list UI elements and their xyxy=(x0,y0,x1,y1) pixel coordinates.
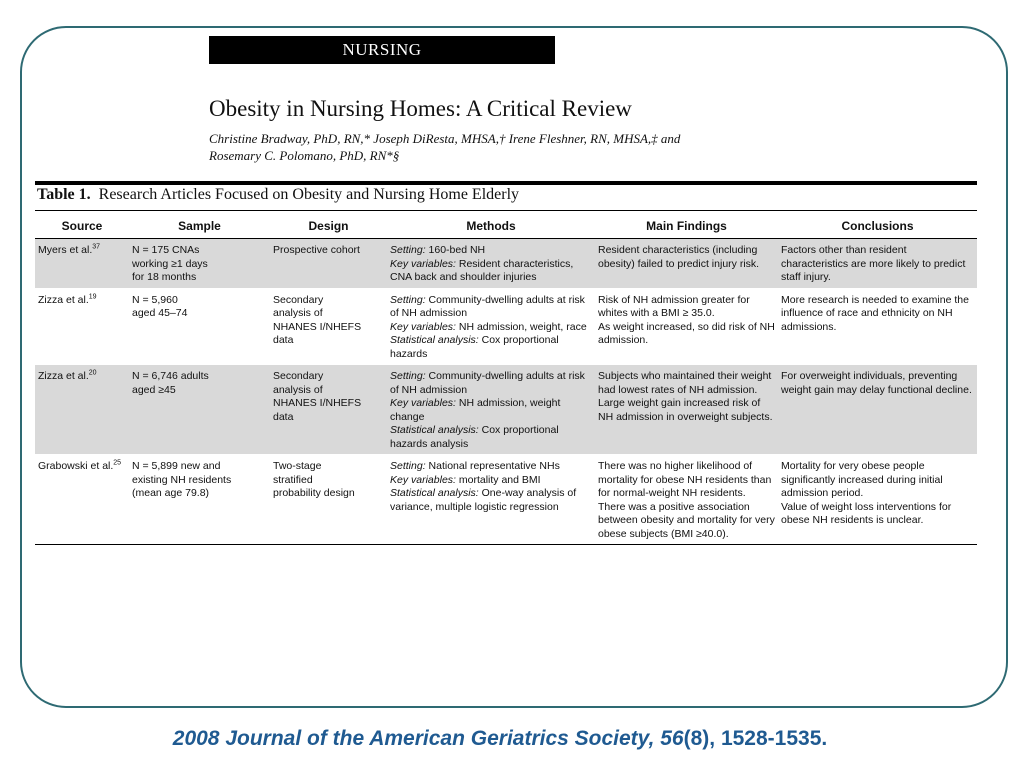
cell-methods xyxy=(387,365,595,455)
design-line: probability design xyxy=(273,487,355,499)
sample-line: aged 45–74 xyxy=(132,307,188,319)
source-name: Zizza et al. xyxy=(38,293,89,306)
conclusion-line: More research is needed to examine the influence of race and ethnicity on NH admissions. xyxy=(781,293,969,333)
method-label: Setting: xyxy=(390,293,426,306)
method-text: Cox proportional hazards analysis xyxy=(390,424,559,450)
method-text: NH admission, weight change xyxy=(390,397,561,423)
journal-citation xyxy=(0,727,1000,751)
method-label: Statistical analysis: xyxy=(390,487,479,499)
cell-source xyxy=(35,288,129,365)
header-design: Design xyxy=(270,214,387,239)
cell-main-findings xyxy=(595,455,778,545)
conclusion-line: Factors other than resident characteristics are more likely to predict staff injury. xyxy=(781,244,966,283)
method-label: Statistical analysis: xyxy=(390,334,479,346)
table-row xyxy=(35,365,977,455)
method-line xyxy=(390,294,592,321)
method-line xyxy=(390,370,592,397)
table-row xyxy=(35,288,977,365)
table-row xyxy=(35,239,977,289)
research-table xyxy=(35,214,977,545)
conclusion-line: For overweight individuals, preventing weight gain may delay functional decline. xyxy=(781,370,972,396)
method-line xyxy=(390,321,592,335)
method-label: Setting: xyxy=(390,460,426,472)
table-caption-text: Research Articles Focused on Obesity and Nursing Home Elderly xyxy=(98,186,520,203)
design-line: Two-stage xyxy=(273,460,322,472)
cell-methods xyxy=(387,288,595,365)
cell-source xyxy=(35,365,129,455)
method-line xyxy=(390,460,592,474)
cell-conclusions xyxy=(778,365,977,455)
method-text: mortality and BMI xyxy=(455,473,541,486)
sample-line: N = 175 CNAs xyxy=(132,244,200,256)
method-text: Community-dwelling adults at risk of NH admission xyxy=(390,293,585,319)
design-line: NHANES I/NHEFS xyxy=(273,397,362,409)
method-line xyxy=(390,258,592,285)
method-line xyxy=(390,244,592,258)
method-text: National representative NHs xyxy=(425,460,560,472)
cell-methods xyxy=(387,239,595,289)
table-caption xyxy=(37,186,519,204)
design-line: Secondary xyxy=(273,370,324,382)
method-line xyxy=(390,424,592,451)
source-reference: 19 xyxy=(88,293,97,300)
section-label: NURSING xyxy=(209,36,555,64)
citation-issue-pages: (8), 1528-1535. xyxy=(683,727,828,750)
method-text: 160-bed NH xyxy=(425,244,486,256)
method-label: Key variables: xyxy=(390,257,456,270)
method-line xyxy=(390,474,592,488)
cell-design xyxy=(270,365,387,455)
authors-line: Rosemary C. Polomano, PhD, RN*§ xyxy=(209,148,400,163)
design-line: stratified xyxy=(273,473,313,486)
finding-line: Risk of NH admission greater for whites with a BMI ≥ 35.0. xyxy=(598,293,750,319)
cell-sample xyxy=(129,365,270,455)
table-caption-label: Table 1. xyxy=(37,186,91,203)
table-header-row xyxy=(35,214,977,239)
finding-line: There was a positive association between obesity and mortality for very obese subjects (BMI ≥40.0). xyxy=(598,500,775,540)
method-label: Key variables: xyxy=(390,473,456,486)
design-line: Prospective cohort xyxy=(273,244,360,256)
table-header-rule xyxy=(35,210,977,211)
method-label: Setting: xyxy=(390,370,426,382)
method-text: Community-dwelling adults at risk of NH admission xyxy=(390,370,585,396)
design-line: Secondary xyxy=(273,293,324,306)
method-text: Cox proportional hazards xyxy=(390,334,559,360)
design-line: analysis of xyxy=(273,307,323,319)
header-main-findings: Main Findings xyxy=(595,214,778,239)
paper-title: Obesity in Nursing Homes: A Critical Review xyxy=(209,96,632,121)
conclusion-line: Value of weight loss interventions for obese NH residents is unclear. xyxy=(781,500,952,526)
method-label: Setting: xyxy=(390,244,426,256)
source-name: Myers et al. xyxy=(38,244,93,256)
cell-conclusions xyxy=(778,239,977,289)
method-line xyxy=(390,487,592,514)
design-line: NHANES I/NHEFS xyxy=(273,320,362,333)
cell-conclusions xyxy=(778,455,977,545)
sample-line: N = 5,960 xyxy=(132,293,178,306)
sample-line: aged ≥45 xyxy=(132,383,176,396)
source-reference: 20 xyxy=(88,369,97,377)
cell-design xyxy=(270,239,387,289)
cell-sample xyxy=(129,288,270,365)
header-methods: Methods xyxy=(387,214,595,239)
source-name: Zizza et al. xyxy=(38,370,89,382)
cell-source xyxy=(35,239,129,289)
sample-line: existing NH residents xyxy=(132,473,232,486)
sample-line: working ≥1 days xyxy=(132,257,208,270)
cell-sample xyxy=(129,239,270,289)
design-line: analysis of xyxy=(273,383,323,396)
source-reference: 37 xyxy=(92,243,101,251)
header-source: Source xyxy=(35,214,129,239)
cell-main-findings xyxy=(595,365,778,455)
paper-authors xyxy=(209,130,869,164)
cell-main-findings xyxy=(595,239,778,289)
cell-design xyxy=(270,455,387,545)
finding-line: Large weight gain increased risk of NH admission in overweight subjects. xyxy=(598,397,773,423)
finding-line: Resident characteristics (including obesity) failed to predict injury risk. xyxy=(598,244,760,270)
table-row xyxy=(35,455,977,545)
method-label: Key variables: xyxy=(390,397,456,409)
sample-line: N = 5,899 new and xyxy=(132,460,221,472)
finding-line: There was no higher likelihood of mortality for obese NH residents than for normal-weight NH residents. xyxy=(598,460,772,499)
finding-line: As weight increased, so did risk of NH admission. xyxy=(598,320,775,346)
method-text: One-way analysis of variance, multiple logistic regression xyxy=(390,487,577,513)
method-label: Statistical analysis: xyxy=(390,424,479,436)
source-reference: 25 xyxy=(113,459,122,467)
method-text: NH admission, weight, race xyxy=(455,320,587,333)
finding-line: Subjects who maintained their weight had lowest rates of NH admission. xyxy=(598,370,772,396)
header-conclusions: Conclusions xyxy=(778,214,977,239)
cell-main-findings xyxy=(595,288,778,365)
header-sample: Sample xyxy=(129,214,270,239)
source-name: Grabowski et al. xyxy=(38,460,114,472)
cell-design xyxy=(270,288,387,365)
sample-line: for 18 months xyxy=(132,271,197,283)
citation-journal: 2008 Journal of the American Geriatrics Society, 56 xyxy=(172,727,684,750)
conclusion-line: Mortality for very obese people significantly increased during initial admission period. xyxy=(781,460,943,499)
authors-line: Christine Bradway, PhD, RN,* Joseph DiResta, MHSA,† Irene Fleshner, RN, MHSA,‡ and xyxy=(209,131,681,146)
table-top-rule xyxy=(35,181,977,185)
method-line xyxy=(390,397,592,424)
cell-source xyxy=(35,455,129,545)
design-line: data xyxy=(273,410,294,423)
method-label: Key variables: xyxy=(390,320,456,333)
sample-line: (mean age 79.8) xyxy=(132,487,210,499)
method-text: Resident characteristics, CNA back and shoulder injuries xyxy=(390,257,574,283)
sample-line: N = 6,746 adults xyxy=(132,370,209,382)
cell-methods xyxy=(387,455,595,545)
cell-sample xyxy=(129,455,270,545)
method-line xyxy=(390,334,592,361)
cell-conclusions xyxy=(778,288,977,365)
design-line: data xyxy=(273,334,294,346)
